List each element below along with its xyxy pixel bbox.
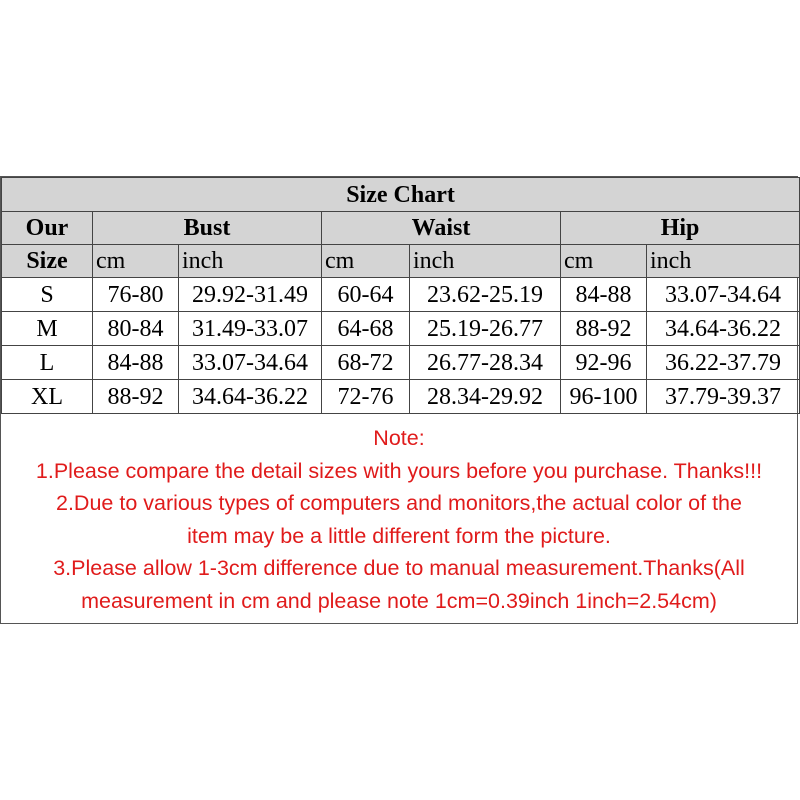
hip-cm-header: cm bbox=[561, 245, 647, 278]
size-header-bottom: Size bbox=[2, 245, 93, 278]
hip-inch-cell: 34.64-36.22 bbox=[647, 312, 800, 346]
bust-inch-cell: 29.92-31.49 bbox=[179, 278, 322, 312]
waist-cm-header: cm bbox=[322, 245, 410, 278]
unit-header-row bbox=[2, 245, 800, 278]
waist-inch-cell: 26.77-28.34 bbox=[410, 346, 561, 380]
size-chart-sheet bbox=[0, 176, 798, 624]
note-line: 3.Please allow 1-3cm difference due to manual measurement.Thanks(All bbox=[53, 556, 745, 580]
hip-inch-cell: 37.79-39.37 bbox=[647, 380, 800, 414]
bust-inch-cell: 31.49-33.07 bbox=[179, 312, 322, 346]
group-header-row bbox=[2, 212, 800, 245]
size-cell: XL bbox=[2, 380, 93, 414]
hip-header: Hip bbox=[561, 212, 800, 245]
note-heading: Note: bbox=[373, 426, 425, 450]
waist-inch-cell: 23.62-25.19 bbox=[410, 278, 561, 312]
bust-inch-cell: 34.64-36.22 bbox=[179, 380, 322, 414]
bust-inch-header: inch bbox=[179, 245, 322, 278]
size-header-top: Our bbox=[2, 212, 93, 245]
hip-cm-cell: 96-100 bbox=[561, 380, 647, 414]
size-table bbox=[1, 177, 800, 414]
waist-header: Waist bbox=[322, 212, 561, 245]
bust-cm-header: cm bbox=[93, 245, 179, 278]
bust-inch-cell: 33.07-34.64 bbox=[179, 346, 322, 380]
hip-inch-cell: 36.22-37.79 bbox=[647, 346, 800, 380]
waist-inch-cell: 28.34-29.92 bbox=[410, 380, 561, 414]
hip-cm-cell: 84-88 bbox=[561, 278, 647, 312]
table-row bbox=[2, 380, 800, 414]
note-line: measurement in cm and please note 1cm=0.39inch 1inch=2.54cm) bbox=[81, 588, 717, 613]
waist-cm-cell: 64-68 bbox=[322, 312, 410, 346]
note-line: item may be a little different form the picture. bbox=[187, 523, 611, 548]
title-row bbox=[2, 178, 800, 212]
table-title: Size Chart bbox=[2, 178, 800, 212]
table-row bbox=[2, 278, 800, 312]
size-cell: L bbox=[2, 346, 93, 380]
table-row bbox=[2, 346, 800, 380]
notes-section bbox=[1, 414, 797, 617]
bust-cm-cell: 80-84 bbox=[93, 312, 179, 346]
note-line: 2.Due to various types of computers and monitors,the actual color of the bbox=[56, 491, 742, 515]
hip-inch-cell: 33.07-34.64 bbox=[647, 278, 800, 312]
waist-cm-cell: 60-64 bbox=[322, 278, 410, 312]
bust-cm-cell: 76-80 bbox=[93, 278, 179, 312]
bust-header: Bust bbox=[93, 212, 322, 245]
waist-inch-header: inch bbox=[410, 245, 561, 278]
waist-cm-cell: 72-76 bbox=[322, 380, 410, 414]
hip-inch-header: inch bbox=[647, 245, 800, 278]
size-cell: S bbox=[2, 278, 93, 312]
size-cell: M bbox=[2, 312, 93, 346]
hip-cm-cell: 92-96 bbox=[561, 346, 647, 380]
note-line: 1.Please compare the detail sizes with yours before you purchase. Thanks!!! bbox=[35, 458, 763, 483]
table-row bbox=[2, 312, 800, 346]
waist-cm-cell: 68-72 bbox=[322, 346, 410, 380]
bust-cm-cell: 84-88 bbox=[93, 346, 179, 380]
waist-inch-cell: 25.19-26.77 bbox=[410, 312, 561, 346]
hip-cm-cell: 88-92 bbox=[561, 312, 647, 346]
bust-cm-cell: 88-92 bbox=[93, 380, 179, 414]
